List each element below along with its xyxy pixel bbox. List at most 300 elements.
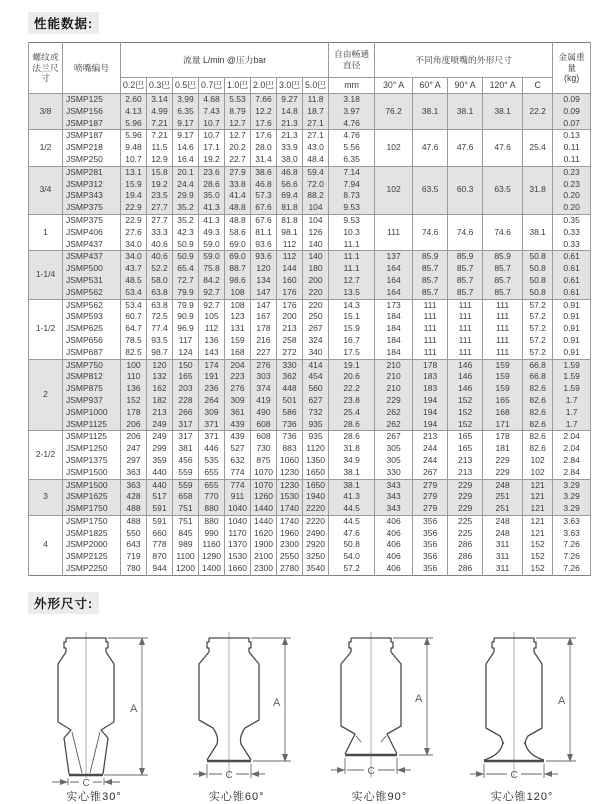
value-cell: 50.8 — [523, 251, 553, 263]
header-pressure: 0.3巴 — [147, 78, 173, 94]
value-cell: 111 — [413, 299, 448, 311]
value-cell: 111 — [413, 347, 448, 359]
nozzle-model-cell: JSMP812 — [63, 371, 121, 383]
table-row — [29, 263, 591, 275]
value-cell: 4.68 — [199, 94, 225, 106]
value-cell: 72.5 — [147, 311, 173, 323]
figure-caption: 实心锥30° — [66, 790, 122, 803]
nozzle-model-cell: JSMP937 — [63, 395, 121, 407]
value-cell: 204 — [225, 359, 251, 371]
nozzle-model-cell: JSMP343 — [63, 190, 121, 202]
value-cell: 126 — [303, 227, 329, 239]
table-row — [29, 539, 591, 551]
header-dims: 不同角度喷嘴的外形尺寸 — [375, 43, 553, 78]
nozzle-model-cell: JSMP2250 — [63, 563, 121, 575]
value-cell: 19.1 — [329, 359, 375, 371]
value-cell: 184 — [375, 323, 413, 335]
value-cell: 213 — [448, 467, 483, 479]
value-cell: 247 — [121, 443, 147, 455]
value-cell: 356 — [413, 563, 448, 575]
value-cell: 9.17 — [173, 130, 199, 142]
value-cell: 38.1 — [448, 94, 483, 130]
value-cell: 2300 — [277, 539, 303, 551]
value-cell: 2920 — [303, 539, 329, 551]
header-flow: 流量 L/min @压力bar — [121, 43, 329, 78]
value-cell: 286 — [448, 563, 483, 575]
value-cell: 406 — [375, 539, 413, 551]
value-cell: 356 — [413, 551, 448, 563]
value-cell: 38.1 — [483, 94, 523, 130]
value-cell: 165 — [173, 371, 199, 383]
header-weight — [553, 43, 591, 94]
performance-table — [28, 42, 591, 576]
value-cell: 220 — [303, 287, 329, 299]
value-cell: 85.9 — [448, 251, 483, 263]
value-cell: 28.6 — [199, 179, 225, 191]
value-cell: 264 — [199, 395, 225, 407]
table-row — [29, 479, 591, 491]
table-row — [29, 467, 591, 479]
header-size: 螺纹或法兰尺寸 — [29, 43, 63, 94]
value-cell: 2.84 — [553, 455, 591, 467]
value-cell: 374 — [251, 383, 277, 395]
value-cell: 3.29 — [553, 479, 591, 491]
value-cell: 13.1 — [121, 166, 147, 178]
value-cell: 10.7 — [199, 118, 225, 130]
value-cell: 359 — [147, 455, 173, 467]
value-cell: 3.29 — [553, 491, 591, 503]
value-cell: 439 — [225, 431, 251, 443]
value-cell: 102 — [523, 455, 553, 467]
value-cell: 92.7 — [199, 287, 225, 299]
value-cell: 31.8 — [329, 443, 375, 455]
value-cell: 85.7 — [413, 275, 448, 287]
value-cell: 7.43 — [199, 106, 225, 118]
value-cell: 57.2 — [523, 299, 553, 311]
value-cell: 81.8 — [277, 202, 303, 214]
value-cell: 41.3 — [199, 214, 225, 226]
value-cell: 44.5 — [329, 503, 375, 515]
value-cell: 267 — [303, 323, 329, 335]
value-cell: 730 — [251, 443, 277, 455]
value-cell: 14.8 — [277, 106, 303, 118]
value-cell: 439 — [225, 419, 251, 431]
value-cell: 160 — [277, 275, 303, 287]
nozzle-model-cell: JSMP375 — [63, 214, 121, 226]
value-cell: 7.26 — [553, 539, 591, 551]
value-cell: 121 — [523, 491, 553, 503]
value-cell: 12.7 — [329, 275, 375, 287]
value-cell: 121 — [523, 528, 553, 540]
table-row — [29, 287, 591, 299]
value-cell: 3.29 — [553, 503, 591, 515]
value-cell: 1/2 — [29, 130, 63, 166]
value-cell: 880 — [199, 503, 225, 515]
dimension-c-label: C — [225, 769, 233, 781]
value-cell: 159 — [483, 371, 523, 383]
value-cell: 7.26 — [553, 563, 591, 575]
value-cell: 104 — [303, 202, 329, 214]
value-cell: 136 — [121, 383, 147, 395]
value-cell: 140 — [303, 239, 329, 251]
value-cell: 5.56 — [329, 142, 375, 154]
value-cell: 82.6 — [523, 431, 553, 443]
table-row — [29, 251, 591, 263]
value-cell: 82.5 — [121, 347, 147, 359]
value-cell: 111 — [448, 347, 483, 359]
value-cell: 210 — [375, 359, 413, 371]
value-cell: 63.5 — [413, 166, 448, 214]
value-cell: 286 — [448, 539, 483, 551]
value-cell: 428 — [121, 491, 147, 503]
value-cell: 419 — [251, 395, 277, 407]
table-row — [29, 347, 591, 359]
value-cell: 935 — [303, 419, 329, 431]
value-cell: 883 — [277, 443, 303, 455]
header-pressure: 1.0巴 — [225, 78, 251, 94]
value-cell: 38.6 — [251, 166, 277, 178]
value-cell: 216 — [251, 335, 277, 347]
value-cell: 1650 — [303, 479, 329, 491]
value-cell: 102 — [375, 166, 413, 214]
value-cell: 440 — [147, 479, 173, 491]
value-cell: 60.7 — [121, 311, 147, 323]
value-cell: 3/4 — [29, 166, 63, 214]
value-cell: 0.23 — [553, 179, 591, 191]
value-cell: 774 — [225, 479, 251, 491]
value-cell: 276 — [225, 383, 251, 395]
value-cell: 1960 — [277, 528, 303, 540]
value-cell: 229 — [448, 503, 483, 515]
value-cell: 63.8 — [147, 287, 173, 299]
value-cell: 1350 — [303, 455, 329, 467]
value-cell: 152 — [523, 551, 553, 563]
figure-caption: 实心锥60° — [208, 790, 265, 803]
value-cell: 488 — [121, 515, 147, 527]
value-cell: 56.6 — [277, 179, 303, 191]
value-cell: 248 — [483, 515, 523, 527]
value-cell: 7.26 — [553, 551, 591, 563]
value-cell: 206 — [121, 431, 147, 443]
value-cell: 120 — [251, 263, 277, 275]
value-cell: 6.35 — [173, 106, 199, 118]
cone-90-figure — [309, 628, 449, 804]
value-cell: 12.7 — [225, 130, 251, 142]
value-cell: 1.59 — [553, 383, 591, 395]
value-cell: 203 — [173, 383, 199, 395]
value-cell: 143 — [199, 347, 225, 359]
value-cell: 74.6 — [413, 214, 448, 250]
value-cell: 371 — [199, 419, 225, 431]
value-cell: 0.20 — [553, 202, 591, 214]
value-cell: 43.0 — [303, 142, 329, 154]
value-cell: 732 — [303, 407, 329, 419]
value-cell: 343 — [375, 479, 413, 491]
value-cell: 165 — [448, 431, 483, 443]
value-cell: 23.6 — [199, 166, 225, 178]
header-pressure: 2.0巴 — [251, 78, 277, 94]
value-cell: 42.3 — [173, 227, 199, 239]
nozzle-model-cell: JSMP562 — [63, 287, 121, 299]
value-cell: 406 — [375, 528, 413, 540]
value-cell: 69.0 — [225, 239, 251, 251]
value-cell: 10.7 — [121, 154, 147, 166]
value-cell: 3.99 — [173, 94, 199, 106]
value-cell: 250 — [303, 311, 329, 323]
value-cell: 105 — [199, 311, 225, 323]
value-cell: 1230 — [277, 479, 303, 491]
nozzle-model-cell: JSMP218 — [63, 142, 121, 154]
value-cell: 286 — [448, 551, 483, 563]
value-cell: 258 — [277, 335, 303, 347]
value-cell: 180 — [303, 263, 329, 275]
value-cell: 200 — [277, 311, 303, 323]
value-cell: 4.13 — [121, 106, 147, 118]
value-cell: 11.1 — [329, 239, 375, 251]
value-cell: 191 — [199, 371, 225, 383]
value-cell: 146 — [448, 359, 483, 371]
value-cell: 38.1 — [523, 214, 553, 250]
value-cell: 15.9 — [121, 179, 147, 191]
value-cell: 363 — [121, 479, 147, 491]
value-cell: 371 — [199, 431, 225, 443]
dimension-a-label: A — [272, 696, 280, 709]
table-row — [29, 94, 591, 106]
value-cell: 111 — [448, 311, 483, 323]
dimension-c-label: C — [82, 777, 90, 789]
value-cell: 297 — [121, 455, 147, 467]
value-cell: 171 — [483, 419, 523, 431]
table-row — [29, 359, 591, 371]
value-cell: 10.7 — [199, 130, 225, 142]
value-cell: 3.18 — [329, 94, 375, 106]
value-cell: 34.0 — [121, 239, 147, 251]
header-weight-unit: (kg) — [564, 73, 580, 84]
value-cell: 305 — [375, 443, 413, 455]
nozzle-model-cell: JSMP500 — [63, 263, 121, 275]
value-cell: 102 — [375, 130, 413, 166]
value-cell: 79.9 — [173, 287, 199, 299]
value-cell: 225 — [448, 515, 483, 527]
value-cell: 559 — [173, 467, 199, 479]
value-cell: 251 — [483, 503, 523, 515]
value-cell: 82.6 — [523, 407, 553, 419]
value-cell: 2 — [29, 359, 63, 431]
value-cell: 92.7 — [199, 299, 225, 311]
value-cell: 168 — [225, 347, 251, 359]
value-cell: 7.21 — [147, 130, 173, 142]
value-cell: 85.9 — [483, 251, 523, 263]
value-cell: 65.4 — [173, 263, 199, 275]
nozzle-model-cell: JSMP593 — [63, 311, 121, 323]
value-cell: 591 — [147, 503, 173, 515]
value-cell: 74.6 — [448, 214, 483, 250]
value-cell: 84.2 — [199, 275, 225, 287]
dimension-c-label: C — [367, 765, 376, 777]
value-cell: 5.53 — [225, 94, 251, 106]
value-cell: 85.7 — [413, 287, 448, 299]
value-cell: 4.76 — [329, 118, 375, 130]
value-cell: 167 — [251, 311, 277, 323]
value-cell: 19.4 — [121, 190, 147, 202]
table-row — [29, 166, 591, 178]
value-cell: 59.0 — [199, 251, 225, 263]
value-cell: 41.3 — [329, 491, 375, 503]
value-cell: 33.9 — [277, 142, 303, 154]
value-cell: 223 — [225, 371, 251, 383]
value-cell: 28.6 — [329, 419, 375, 431]
value-cell: 178 — [483, 431, 523, 443]
table-row — [29, 371, 591, 383]
table-row — [29, 515, 591, 527]
header-pressure: 0.2巴 — [121, 78, 147, 94]
nozzle-model-cell: JSMP625 — [63, 323, 121, 335]
value-cell: 501 — [277, 395, 303, 407]
value-cell: 20.2 — [225, 142, 251, 154]
value-cell: 85.7 — [483, 287, 523, 299]
value-cell: 406 — [375, 515, 413, 527]
value-cell: 608 — [251, 431, 277, 443]
value-cell: 108 — [225, 287, 251, 299]
value-cell: 3540 — [303, 563, 329, 575]
value-cell: 98.7 — [147, 347, 173, 359]
value-cell: 517 — [147, 491, 173, 503]
value-cell: 111 — [448, 323, 483, 335]
value-cell: 249 — [147, 419, 173, 431]
value-cell: 311 — [483, 563, 523, 575]
table-header — [29, 43, 591, 94]
value-cell: 490 — [251, 407, 277, 419]
value-cell: 305 — [375, 455, 413, 467]
value-cell: 1440 — [251, 515, 277, 527]
value-cell: 47.6 — [413, 130, 448, 166]
value-cell: 406 — [375, 551, 413, 563]
nozzle-model-cell: JSMP1750 — [63, 515, 121, 527]
value-cell: 279 — [413, 491, 448, 503]
value-cell: 1-1/2 — [29, 299, 63, 359]
cone-30-figure — [24, 628, 164, 804]
value-cell: 228 — [173, 395, 199, 407]
value-cell: 43.7 — [121, 263, 147, 275]
value-cell: 41.3 — [199, 202, 225, 214]
nozzle-30-drawing — [24, 628, 164, 789]
value-cell: 1290 — [199, 551, 225, 563]
value-cell: 58.6 — [225, 227, 251, 239]
value-cell: 2490 — [303, 528, 329, 540]
value-cell: 82.6 — [523, 383, 553, 395]
value-cell: 98.6 — [225, 275, 251, 287]
value-cell: 414 — [303, 359, 329, 371]
value-cell: 49.3 — [199, 227, 225, 239]
value-cell: 184 — [375, 335, 413, 347]
nozzle-model-cell: JSMP250 — [63, 154, 121, 166]
value-cell: 75.8 — [199, 263, 225, 275]
value-cell: 267 — [413, 467, 448, 479]
value-cell: 72.0 — [303, 179, 329, 191]
value-cell: 152 — [448, 419, 483, 431]
value-cell: 2.04 — [553, 431, 591, 443]
nozzle-model-cell: JSMP1825 — [63, 528, 121, 540]
value-cell: 220 — [303, 299, 329, 311]
value-cell: 1.59 — [553, 359, 591, 371]
value-cell: 22.7 — [225, 154, 251, 166]
nozzle-model-cell: JSMP375 — [63, 202, 121, 214]
value-cell: 27.6 — [121, 227, 147, 239]
value-cell: 11.1 — [329, 251, 375, 263]
value-cell: 330 — [375, 467, 413, 479]
value-cell: 47.6 — [448, 130, 483, 166]
value-cell: 550 — [121, 528, 147, 540]
value-cell: 12.7 — [225, 118, 251, 130]
value-cell: 40.6 — [147, 251, 173, 263]
value-cell: 27.9 — [225, 166, 251, 178]
value-cell: 85.7 — [448, 275, 483, 287]
value-cell: 8.73 — [329, 190, 375, 202]
value-cell: 111 — [483, 311, 523, 323]
value-cell: 229 — [483, 467, 523, 479]
value-cell: 989 — [173, 539, 199, 551]
value-cell: 2100 — [251, 551, 277, 563]
value-cell: 0.33 — [553, 227, 591, 239]
value-cell: 0.20 — [553, 190, 591, 202]
value-cell: 81.1 — [251, 227, 277, 239]
value-cell: 110 — [121, 371, 147, 383]
value-cell: 262 — [375, 407, 413, 419]
value-cell: 1660 — [225, 563, 251, 575]
value-cell: 20.1 — [173, 166, 199, 178]
header-dim-col: 30° A — [375, 78, 413, 94]
value-cell: 535 — [199, 455, 225, 467]
value-cell: 317 — [173, 431, 199, 443]
value-cell: 1100 — [173, 551, 199, 563]
nozzle-model-cell: JSMP437 — [63, 251, 121, 263]
value-cell: 38.1 — [413, 94, 448, 130]
value-cell: 27.7 — [147, 214, 173, 226]
nozzle-model-cell: JSMP406 — [63, 227, 121, 239]
value-cell: 48.8 — [225, 202, 251, 214]
value-cell: 229 — [483, 455, 523, 467]
value-cell: 2300 — [251, 563, 277, 575]
value-cell: 266 — [173, 407, 199, 419]
value-cell: 21.3 — [277, 130, 303, 142]
value-cell: 76.2 — [375, 94, 413, 130]
nozzle-model-cell: JSMP2125 — [63, 551, 121, 563]
value-cell: 2.60 — [121, 94, 147, 106]
table-row — [29, 563, 591, 575]
value-cell: 660 — [147, 528, 173, 540]
value-cell: 1740 — [277, 503, 303, 515]
value-cell: 3.63 — [553, 528, 591, 540]
table-row — [29, 214, 591, 226]
value-cell: 121 — [523, 479, 553, 491]
value-cell: 0.35 — [553, 214, 591, 226]
value-cell: 361 — [225, 407, 251, 419]
value-cell: 31.4 — [251, 154, 277, 166]
table-row — [29, 275, 591, 287]
value-cell: 111 — [483, 347, 523, 359]
value-cell: 774 — [225, 467, 251, 479]
value-cell: 57.2 — [523, 347, 553, 359]
value-cell: 178 — [121, 407, 147, 419]
value-cell: 54.0 — [329, 551, 375, 563]
table-row — [29, 383, 591, 395]
nozzle-model-cell: JSMP1500 — [63, 479, 121, 491]
value-cell: 880 — [199, 515, 225, 527]
nozzle-model-cell: JSMP1375 — [63, 455, 121, 467]
value-cell: 57.3 — [251, 190, 277, 202]
value-cell: 123 — [225, 311, 251, 323]
value-cell: 22.9 — [121, 202, 147, 214]
